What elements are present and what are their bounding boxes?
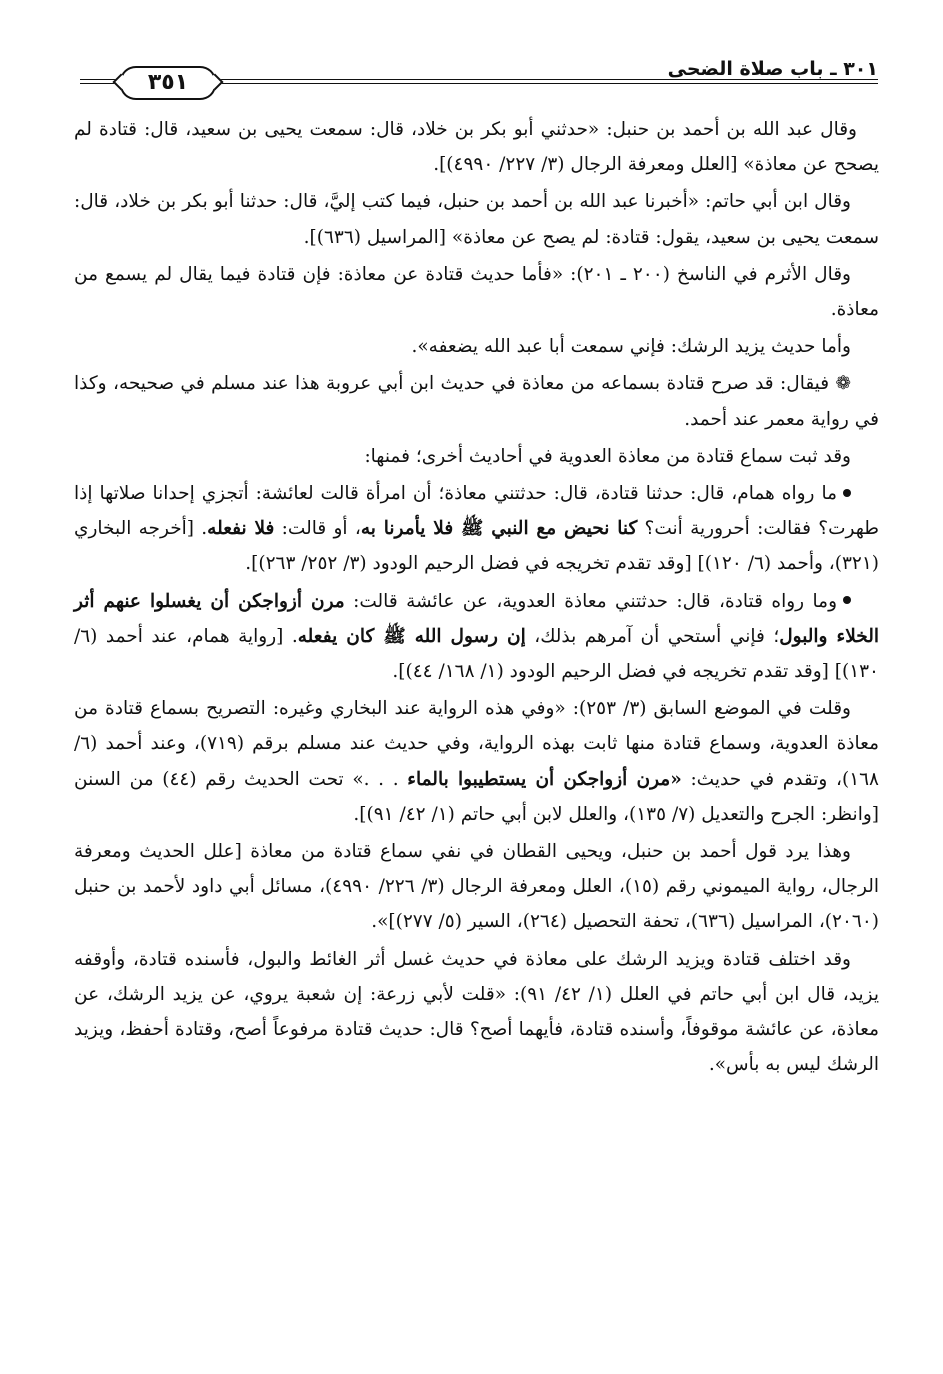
hadith-text-bold: كنا نحيض مع النبي ﷺ فلا يأمرنا به: [360, 518, 638, 540]
paragraph: [74, 366, 879, 436]
text-run: وقال عبد الله بن أحمد بن حنبل: «حدثني أبو بكر بن خلاد، قال: سمعت يحيى بن سعيد، قال: قتادة لم يصحح عن معاذة» [العلل ومعرفة الرجال (٣/ ٢٢٧/ ٤٩٩٠)].: [74, 119, 879, 176]
paragraph: [74, 112, 879, 182]
text-run: ما رواه همام، قال: حدثنا قتادة، قال: حدثتني معاذة؛ أن امرأة قالت لعائشة: أتجزي إحدانا صلاتها إذا طهرت؟ فقالت: أحرورية أنت؟: [74, 483, 879, 540]
paragraph: [74, 476, 879, 582]
running-header: [80, 52, 878, 102]
hadith-text-bold: فلا نفعله: [207, 518, 275, 540]
text-run: . [رواية همام، عند أحمد (٦/ ١٣٠)] [وقد تقدم تخريجه في فضل الرحيم الودود (١/ ١٦٨/ ٤٤)].: [74, 625, 879, 683]
text-run: وقد ثبت سماع قتادة من معاذة العدوية في أحاديث أخرى؛ فمنها:: [364, 445, 851, 467]
paragraph: [74, 834, 879, 940]
paragraph: [74, 329, 879, 364]
hadith-text-bold: «مرن أزواجكن أن يستطيبوا بالماء: [407, 768, 682, 790]
header-rule-right: [215, 79, 878, 84]
text-run: وقلت في الموضع السابق (٣/ ٢٥٣): «وفي هذه الرواية عند البخاري وغيره: التصريح بسماع قتادة من معاذة العدوية، وسماع قتادة منها ثابت بهذه الرواية، وفي حديث عند مسلم برقم (٧١٩)، وعند أحمد (٦/ ١٦٨)، وتقدم في حديث:: [74, 698, 879, 790]
text-run: . . .» تحت الحديث رقم (٤٤) من السنن [وانظر: الجرح والتعديل (٧/ ١٣٥)، والعلل لابن أبي حاتم (١/ ٤٢/ ٩١)].: [74, 768, 879, 825]
paragraph: [74, 184, 879, 254]
paragraph: [74, 584, 879, 690]
text-run: . [أخرجه البخاري (٣٢١)، وأحمد (٦/ ١٢٠)] [وقد تقدم تخريجه في فضل الرحيم الودود (٣/ ٢٥٢/ ٢٦٣)].: [74, 518, 879, 575]
text-run: وأما حديث يزيد الرشك: فإني سمعت أبا عبد الله يضعفه».: [411, 336, 851, 358]
text-run: وقال ابن أبي حاتم: «أخبرنا عبد الله بن أحمد بن حنبل، فيما كتب إليَّ، قال: حدثنا أبو بكر بن خلاد، قال: سمعت يحيى بن سعيد، يقول: قتادة: لم يصح عن معاذة» [المراسيل (٦٣٦)].: [74, 191, 879, 248]
paragraph: [74, 691, 879, 832]
text-run: ؛ فإني أستحي أن آمرهم بذلك،: [525, 625, 780, 647]
paragraph: [74, 942, 879, 1083]
hadith-text-bold: مرن أزواجكن أن يغسلوا عنهم أثر الخلاء والبول: [74, 590, 879, 647]
hadith-text-bold: إن رسول الله ﷺ كان يفعله: [297, 625, 526, 647]
text-run: وقال الأثرم في الناسخ (٢٠٠ ـ ٢٠١): «فأما حديث قتادة عن معاذة: فإن قتادة فيما يقال لم يسمع من معاذة.: [74, 263, 879, 321]
text-run: وقد اختلف قتادة ويزيد الرشك على معاذة في حديث غسل أثر الغائط والبول، فأسنده قتادة، وأوقفه يزيد، قال ابن أبي حاتم في العلل (١/ ٤٢/ ٩١): «قلت لأبي زرعة: إن شعبة يروي، عن يزيد الرشك، عن معاذة، عن عائشة موقوفاً، وأسنده قتادة، فأيهما أصح؟ قال: حديث قتادة مرفوعاً أصح، وقتادة أحفظ، ويزيد الرشك ليس به بأس».: [74, 948, 879, 1076]
paragraph: [74, 257, 879, 327]
main-text: [74, 112, 879, 1082]
chapter-title: ٣٠١ ـ باب صلاة الضحى: [667, 58, 878, 80]
text-run: ❁ فيقال: قد صرح قتادة بسماعه من معاذة في حديث ابن أبي عروبة هذا عند مسلم في صحيحه، وكذا في رواية معمر عند أحمد.: [74, 373, 879, 430]
text-run: ، أو قالت:: [274, 518, 361, 540]
text-run: وما رواه قتادة، قال: حدثتني معاذة العدوية، عن عائشة قالت:: [344, 590, 838, 612]
bullet-dot-icon: [843, 489, 851, 497]
page-number: ٣٥١: [120, 66, 216, 100]
bullet-dot-icon: [843, 596, 851, 604]
paragraph: [74, 439, 879, 474]
text-run: وهذا يرد قول أحمد بن حنبل، ويحيى القطان في نفي سماع قتادة من معاذة [علل الحديث ومعرفة الرجال، رواية الميموني رقم (١٥)، العلل ومعرفة الرجال (٣/ ٢٢٦/ ٤٩٩٠)، مسائل أبي داود لأحمد بن حنبل (٢٠٦٠)، المراسيل (٦٣٦)، تحفة التحصيل (٢٦٤)، السير (٥/ ٢٧٧)]».: [74, 841, 879, 933]
